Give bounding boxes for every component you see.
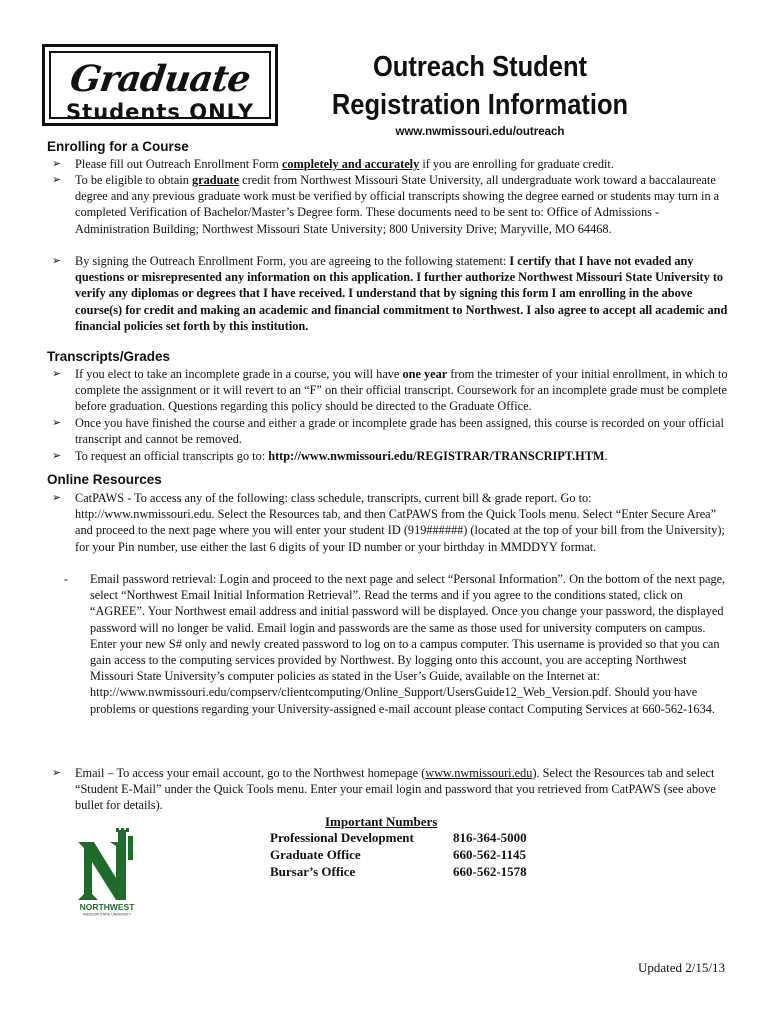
page-title-line1: Outreach Student <box>372 51 588 83</box>
arrow-bullet-icon: ➢ <box>52 491 62 504</box>
arrow-bullet-icon: ➢ <box>52 416 62 429</box>
northwest-logo <box>76 828 138 916</box>
list-item: ➢ By signing the Outreach Enrollment Form, you are agreeing to the following statement: I certify that I have not evaded any questions or misrepresented any information on this application. I further authorize Northwest Missouri State University to verify any diplomas or degrees that I have received. I understand that by signing this form I am enrolling in the above course(s) for credit and making an academic and financial commitment to Northwest. I also agree to accept all academic and financial policies set forth by this institution. <box>52 254 728 333</box>
number-row <box>270 829 527 846</box>
arrow-bullet-icon: ➢ <box>52 157 62 170</box>
section-heading-online: Online Resources <box>47 472 162 487</box>
number-row <box>270 846 526 863</box>
list-item: ➢ If you elect to take an incomplete grade in a course, you will have one year from the trimester of your initial enrollment, in which to complete the assignment or it will revert to an “F” on their official transcript. Coursework for an incomplete grade must be complete before graduation. Questions regarding this policy should be directed to the Graduate Office. <box>52 367 728 414</box>
homepage-link[interactable]: www.nwmissouri.edu <box>425 766 533 780</box>
list-item: ➢ To be eligible to obtain graduate credit from Northwest Missouri State University, all undergraduate work toward a baccalaureate degree and any previous graduate work must be verified by official transcripts showing the degree earned or students may turn in a completed Verification of Bachelor/Master’s Degree form. These documents need to be sent to: Office of Admissions - Administration Building; Northwest Missouri State University; 800 University Drive; Maryville, MO 64468. <box>52 173 720 236</box>
number-label: Graduate Office <box>270 847 361 862</box>
list-item: ➢ Please fill out Outreach Enrollment Form completely and accurately if you are enrolling for graduate credit. <box>52 157 614 171</box>
logo-sub-text: Students ONLY <box>66 100 254 124</box>
list-item: - Email password retrieval: Login and proceed to the next page and select “Personal Information”. On the bottom of the next page, select “Northwest Email Initial Information Retrieval”. Read the terms and if you agree to the conditions stated, click on “AGREE”. Your Northwest email address and initial password will be displayed. Once you change your password, the displayed password will no longer be valid. Email login and passwords are the same as those used for university computers on campus. Enter your new S# only and newly created password to log on to a campus computer. This username is provided so that you can gain access to the computing services provided by Northwest. By logging onto this account, you are accepting Northwest Missouri State University’s computer policies as stated in the User’s Guide, available on the Internet at: http://www.nwmissouri.edu/compserv/clientcomputing/Online_Support/UsersGuide12_Web_Version.pdf. Should you have problems or questions regarding your University-assigned e-mail account please contact Computing Services at 660-562-1634. <box>64 572 726 716</box>
dash-bullet: - <box>64 572 69 586</box>
important-numbers-heading: Important Numbers <box>325 814 438 829</box>
arrow-bullet-icon: ➢ <box>52 254 62 267</box>
list-item: ➢ Email – To access your email account, go to the Northwest homepage (www.nwmissouri.edu). Select the Resources tab and select “Student E-Mail” under the Quick Tools menu. Enter your email login and password that you retrieved from CatPAWS (see above bullet for details). <box>52 766 716 813</box>
list-item: ➢ CatPAWS - To access any of the following: class schedule, transcripts, current bill & grade report. Go to: http://www.nwmissouri.edu. Select the Resources tab, and then CatPAWS from the Quick Tools menu. Select “Enter Secure Area” and proceed to the next page where you will enter your student ID (919######) (located at the top of your bill from the University); for your Pin number, use either the last 6 digits of your ID number or your birthday in MMDDYY format. <box>52 491 725 554</box>
phone-number: 660-562-1578 <box>453 864 527 879</box>
northwest-logo-word: NORTHWEST <box>79 902 135 912</box>
emphasis-text: completely and accurately <box>281 157 420 171</box>
number-row <box>270 863 527 880</box>
arrow-bullet-icon: ➢ <box>52 449 62 462</box>
transcript-url[interactable]: http://www.nwmissouri.edu/REGISTRAR/TRANSCRIPT.HTM <box>268 449 605 463</box>
section-heading-enrolling: Enrolling for a Course <box>47 139 189 154</box>
section-heading-transcripts: Transcripts/Grades <box>47 349 171 364</box>
logo-script-text: Graduate <box>67 58 253 100</box>
arrow-bullet-icon: ➢ <box>52 173 62 186</box>
phone-number: 816-364-5000 <box>453 830 527 845</box>
northwest-n-icon <box>76 828 138 916</box>
phone-number: 660-562-1145 <box>453 847 526 862</box>
updated-date: Updated 2/15/13 <box>637 960 725 975</box>
list-item: ➢ Once you have finished the course and either a grade or incomplete grade has been assigned, this course is recorded on your official transcript and cannot be removed. <box>52 416 724 447</box>
number-label: Professional Development <box>270 830 414 845</box>
emphasis-text: graduate <box>191 173 240 187</box>
logo-inner-border <box>49 51 271 124</box>
header-url: www.nwmissouri.edu/outreach <box>395 126 565 138</box>
arrow-bullet-icon: ➢ <box>52 367 62 380</box>
page-title-line2: Registration Information <box>331 89 629 121</box>
northwest-logo-sub: MISSOURI STATE UNIVERSITY <box>82 912 132 916</box>
arrow-bullet-icon: ➢ <box>52 766 62 779</box>
graduate-students-only-logo <box>42 44 278 126</box>
certification-statement: I certify that I have not evaded any questions or misrepresented any information on this application. I further authorize Northwest Missouri State University to verify any diplomas or degrees that I have received. I understand that by signing this form I am enrolling in the above course(s) for credit and making an academic and financial commitment to Northwest. I also agree to accept all academic and financial policies set forth by this institution. <box>75 254 728 333</box>
number-label: Bursar’s Office <box>270 864 356 879</box>
list-item: ➢ To request an official transcripts go to: http://www.nwmissouri.edu/REGISTRAR/TRANSCRIPT.HTM. <box>52 449 608 463</box>
